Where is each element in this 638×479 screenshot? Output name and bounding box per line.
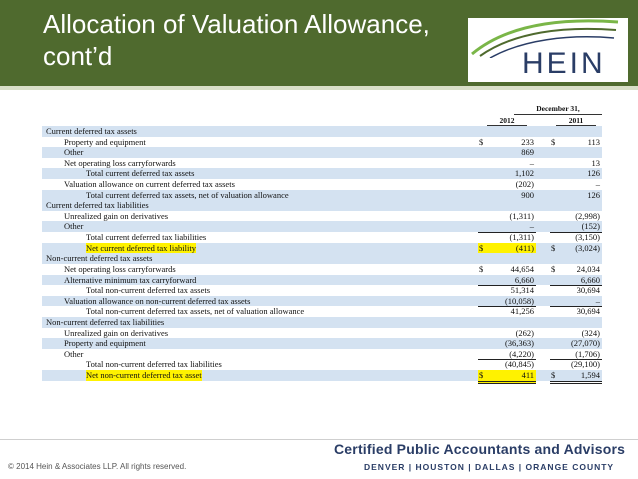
- banner-divider: [0, 86, 638, 90]
- table-body: [42, 126, 602, 381]
- currency-symbol: $: [551, 242, 556, 253]
- table-row: [42, 232, 602, 243]
- value-cell-2011: [550, 211, 602, 222]
- amount: (202): [515, 179, 534, 190]
- row-label: Total non-current deferred tax assets: [86, 285, 211, 296]
- table-row: [42, 349, 602, 360]
- table-row: [42, 370, 602, 381]
- row-label: Net operating loss carryforwards: [64, 157, 176, 168]
- currency-symbol: $: [479, 242, 484, 253]
- amount: (36,363): [504, 338, 534, 349]
- row-label: Net current deferred tax liability: [86, 242, 196, 253]
- currency-symbol: $: [479, 263, 484, 274]
- row-label: Other: [64, 348, 84, 359]
- row-label: Total non-current deferred tax assets, net of valuation allowance: [86, 306, 305, 317]
- header-year-2011: 2011: [556, 116, 596, 126]
- amount: 13: [591, 157, 600, 168]
- firm-tagline: Certified Public Accountants and Advisors: [334, 441, 626, 457]
- value-cell-2011: [550, 168, 602, 179]
- value-cell-2012: [478, 211, 536, 222]
- table-row: [42, 190, 602, 201]
- amount: 6,660: [514, 274, 534, 285]
- table-row: [42, 243, 602, 254]
- amount: 126: [587, 189, 600, 200]
- table-row: [42, 221, 602, 232]
- row-label: Unrealized gain on derivatives: [64, 210, 169, 221]
- table-row: [42, 275, 602, 286]
- value-cell-2011: [550, 328, 602, 339]
- row-label: Total non-current deferred tax liabilities: [86, 359, 222, 370]
- header-date-span: December 31,: [514, 104, 602, 115]
- row-label: Total current deferred tax assets, net of valuation allowance: [86, 189, 289, 200]
- amount: 51,314: [510, 285, 534, 296]
- value-cell-2012: [478, 126, 536, 137]
- row-label: Current deferred tax assets: [46, 126, 137, 136]
- amount: (29,100): [570, 359, 600, 370]
- row-label: Non-current deferred tax liabilities: [46, 316, 165, 327]
- table-row: [42, 168, 602, 179]
- amount: 1,102: [514, 168, 534, 179]
- table-row: [42, 317, 602, 328]
- value-cell-2011: [550, 338, 602, 349]
- currency-symbol: $: [479, 136, 484, 147]
- value-cell-2011: [550, 264, 602, 275]
- amount: 869: [521, 147, 534, 158]
- value-cell-2012: [478, 190, 536, 201]
- footer-divider: [0, 439, 638, 440]
- table-row: [42, 328, 602, 339]
- amount: (4,220): [509, 348, 534, 359]
- amount: (1,311): [509, 210, 534, 221]
- amount: 41,256: [510, 306, 534, 317]
- amount: –: [595, 179, 600, 190]
- currency-symbol: $: [479, 370, 484, 381]
- table-row: [42, 359, 602, 370]
- amount: (1,311): [509, 232, 534, 243]
- table-row: [42, 296, 602, 307]
- value-cell-2012: [478, 306, 536, 317]
- amount: (324): [581, 327, 600, 338]
- amount: (411): [515, 242, 534, 253]
- value-cell-2012: [478, 328, 536, 339]
- slide-title: [43, 8, 473, 72]
- copyright-text: © 2014 Hein & Associates LLP. All rights reserved.: [8, 462, 187, 471]
- value-cell-2012: [478, 147, 536, 158]
- value-cell-2012: [478, 137, 536, 148]
- currency-symbol: $: [551, 263, 556, 274]
- table-row: [42, 285, 602, 296]
- office-locations: DENVER | HOUSTON | DALLAS | ORANGE COUNTY: [364, 462, 615, 472]
- amount: (3,024): [575, 242, 600, 253]
- amount: 1,594: [580, 370, 600, 381]
- amount: 900: [521, 189, 534, 200]
- value-cell-2011: [550, 200, 602, 211]
- amount: 24,034: [576, 263, 600, 274]
- amount: 44,654: [510, 263, 534, 274]
- amount: (10,058): [504, 295, 534, 306]
- logo-wordmark: HEIN: [522, 47, 606, 80]
- value-cell-2011: [550, 253, 602, 264]
- row-label: Property and equipment: [64, 338, 146, 349]
- table-row: [42, 126, 602, 137]
- value-cell-2011: [550, 317, 602, 328]
- value-cell-2012: [478, 370, 536, 384]
- value-cell-2012: [478, 200, 536, 211]
- table-row: [42, 338, 602, 349]
- hein-logo: [468, 18, 628, 82]
- amount: 126: [587, 168, 600, 179]
- amount: 233: [521, 136, 534, 147]
- amount: 6,660: [580, 274, 600, 285]
- row-label: Total current deferred tax assets: [86, 168, 195, 179]
- value-cell-2011: [550, 147, 602, 158]
- value-cell-2011: [550, 137, 602, 148]
- amount: (40,845): [504, 359, 534, 370]
- amount: 30,694: [576, 306, 600, 317]
- table-row: [42, 137, 602, 148]
- amount: –: [529, 157, 534, 168]
- value-cell-2012: [478, 338, 536, 349]
- row-label: Property and equipment: [64, 136, 146, 147]
- value-cell-2011: [550, 306, 602, 317]
- header-year-2012: 2012: [487, 116, 527, 126]
- amount: –: [595, 295, 600, 306]
- value-cell-2011: [550, 190, 602, 201]
- slide-title-line2: cont’d: [43, 41, 113, 71]
- amount: (262): [515, 327, 534, 338]
- row-label: Net operating loss carryforwards: [64, 263, 176, 274]
- amount: 30,694: [576, 285, 600, 296]
- table-row: [42, 306, 602, 317]
- row-label: Other: [64, 221, 84, 232]
- value-cell-2012: [478, 253, 536, 264]
- value-cell-2011: [550, 232, 602, 243]
- table-row: [42, 179, 602, 190]
- row-label: Current deferred tax liabilities: [46, 200, 149, 211]
- row-label: Valuation allowance on non-current deferred tax assets: [64, 295, 251, 306]
- value-cell-2011: [550, 370, 602, 384]
- slide-title-line1: Allocation of Valuation Allowance,: [43, 9, 430, 39]
- tax-table: [42, 104, 602, 420]
- table-row: [42, 200, 602, 211]
- value-cell-2011: [550, 126, 602, 137]
- value-cell-2012: [478, 168, 536, 179]
- currency-symbol: $: [551, 136, 556, 147]
- row-label: Non-current deferred tax assets: [46, 253, 153, 264]
- amount: (3,150): [575, 232, 600, 243]
- table-row: [42, 211, 602, 222]
- amount: (152): [581, 221, 600, 232]
- row-label: Alternative minimum tax carryforward: [64, 274, 197, 285]
- value-cell-2012: [478, 317, 536, 328]
- table-row: [42, 253, 602, 264]
- table-row: [42, 264, 602, 275]
- table-row: [42, 147, 602, 158]
- row-label: Other: [64, 147, 84, 158]
- row-label: Net non-current deferred tax asset: [86, 370, 202, 381]
- amount: –: [529, 221, 534, 232]
- row-label: Total current deferred tax liabilities: [86, 232, 207, 243]
- amount: (27,070): [570, 338, 600, 349]
- amount: (1,706): [575, 348, 600, 359]
- row-label: Unrealized gain on derivatives: [64, 327, 169, 338]
- value-cell-2012: [478, 232, 536, 243]
- currency-symbol: $: [551, 370, 556, 381]
- row-label: Valuation allowance on current deferred tax assets: [64, 179, 235, 190]
- amount: 113: [587, 136, 600, 147]
- amount: (2,998): [575, 210, 600, 221]
- amount: 411: [521, 370, 534, 381]
- value-cell-2012: [478, 264, 536, 275]
- table-row: [42, 158, 602, 169]
